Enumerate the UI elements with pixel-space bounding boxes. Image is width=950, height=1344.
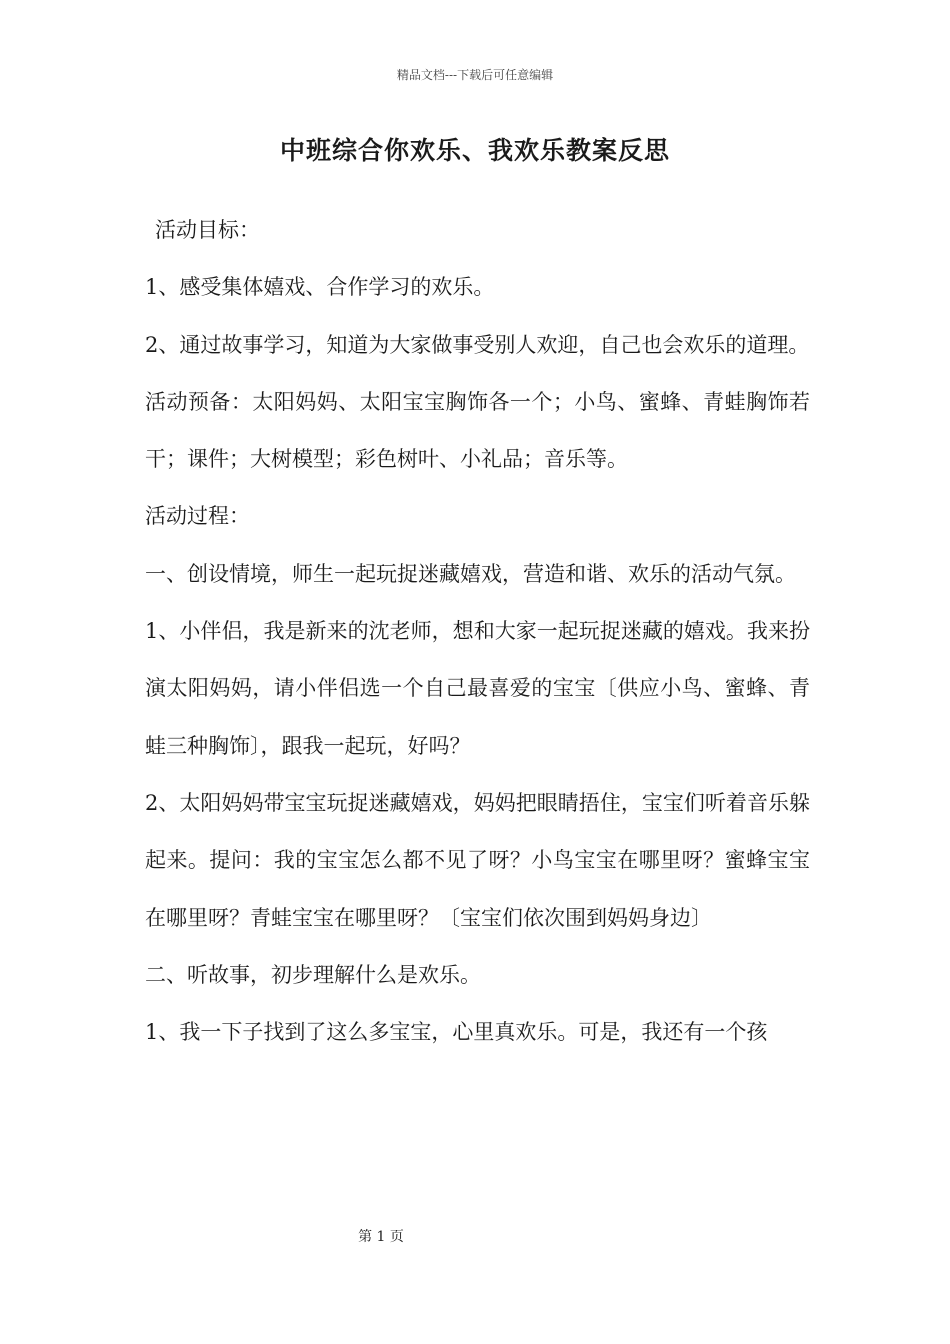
paragraph: 1、小伴侣，我是新来的沈老师，想和大家一起玩捉迷藏的嬉戏。我来扮演太阳妈妈，请小伴侣选一个自己最喜爱的宝宝〔供应小鸟、蜜蜂、青蛙三种胸饰〕，跟我一起玩，好吗？ — [145, 619, 810, 758]
paragraph: 活动过程： — [145, 504, 250, 529]
page-number: 第 1 页 — [358, 1229, 404, 1245]
paragraph: 2、通过故事学习，知道为大家做事受别人欢迎，自己也会欢乐的道理。 — [145, 332, 810, 357]
paragraph: 一、创设情境，师生一起玩捉迷藏嬉戏，营造和谐、欢乐的活动气氛。 — [145, 561, 796, 586]
paragraph: 1、我一下子找到了这么多宝宝，心里真欢乐。可是，我还有一个孩 — [145, 1020, 768, 1045]
document-title: 中班综合你欢乐、我欢乐教案反思 — [279, 136, 670, 165]
document-body — [145, 202, 810, 1061]
paragraph: 1、感受集体嬉戏、合作学习的欢乐。 — [145, 275, 495, 300]
header-note: 精品文档---下载后可任意编辑 — [396, 68, 554, 82]
paragraph: 活动目标： — [155, 218, 260, 242]
paragraph: 二、听故事，初步理解什么是欢乐。 — [145, 962, 481, 987]
paragraph: 活动预备：太阳妈妈、太阳宝宝胸饰各一个；小鸟、蜜蜂、青蛙胸饰若干；课件；大树模型；彩色树叶、小礼品；音乐等。 — [145, 389, 810, 472]
paragraph: 2、太阳妈妈带宝宝玩捉迷藏嬉戏，妈妈把眼睛捂住，宝宝们听着音乐躲起来。提问：我的宝宝怎么都不见了呀？小鸟宝宝在哪里呀？蜜蜂宝宝在哪里呀？青蛙宝宝在哪里呀？〔宝宝们依次围到妈妈身边〕 — [145, 790, 810, 930]
